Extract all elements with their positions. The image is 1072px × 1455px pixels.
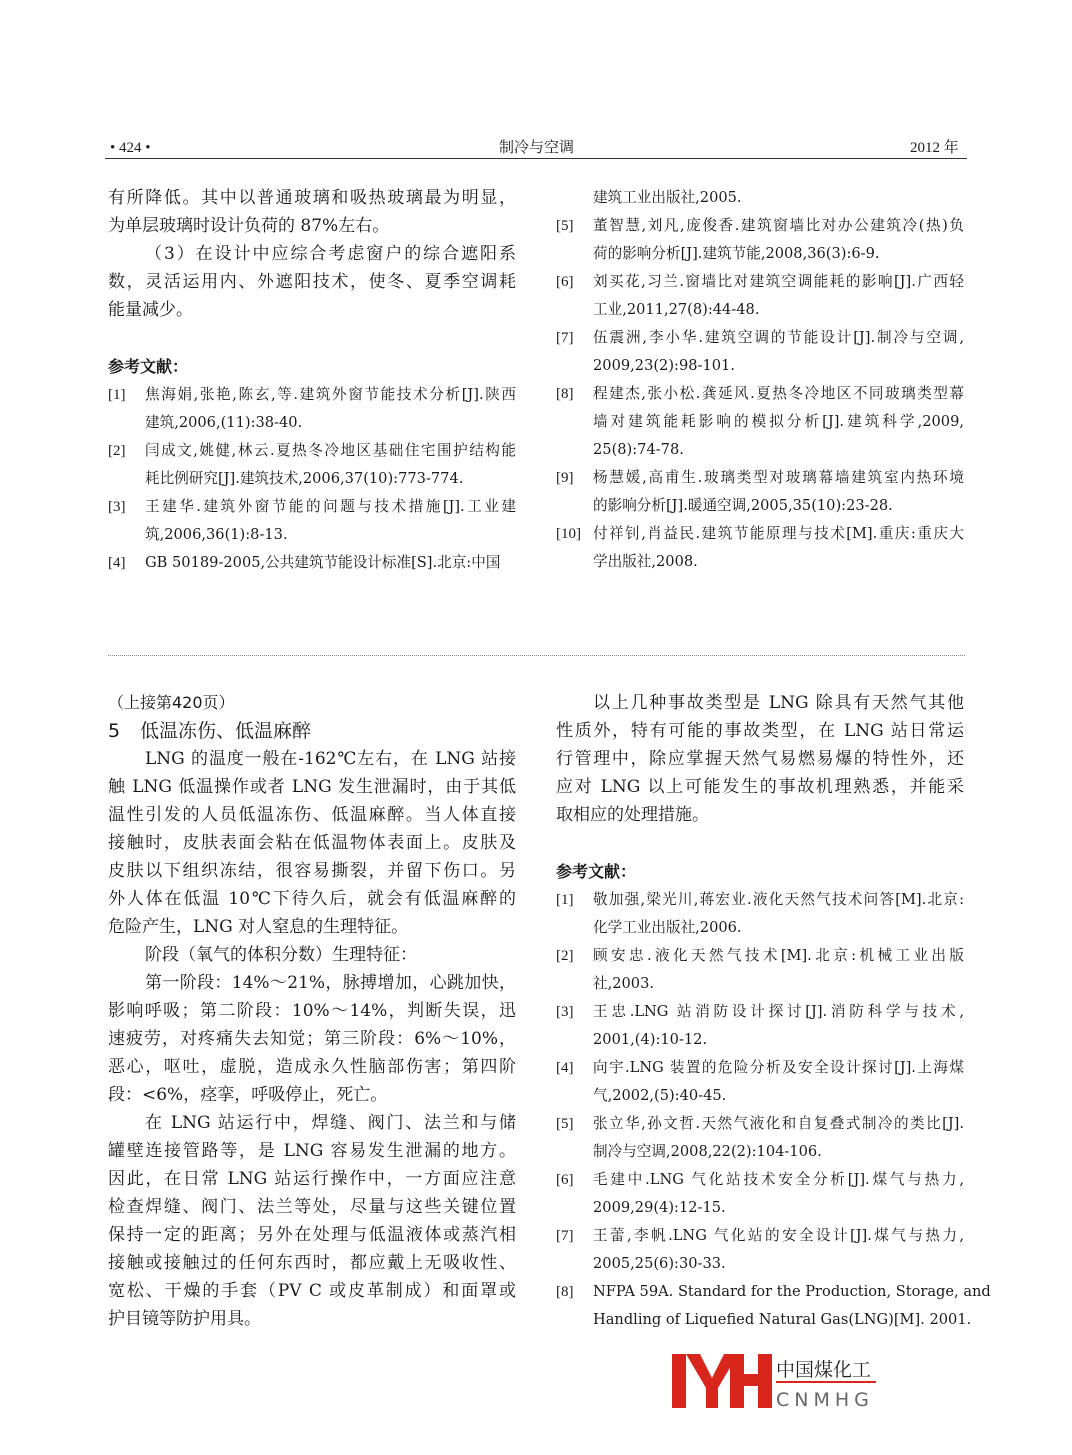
reference-line: 2009,23(2):98-101. bbox=[593, 357, 735, 374]
text-line: 以上几种事故类型是 LNG 除具有天然气其他 bbox=[593, 693, 964, 713]
text-line: 外人体在低温 10℃下待久后，就会有低温麻醉的 bbox=[108, 889, 516, 909]
reference-number: [8] bbox=[556, 1284, 574, 1300]
text-line: LNG 的温度一般在-162℃左右，在 LNG 站接 bbox=[145, 749, 516, 769]
reference-number: [4] bbox=[556, 1060, 574, 1076]
page-number: • 424 • bbox=[110, 140, 151, 156]
reference-item bbox=[108, 437, 516, 493]
paragraph bbox=[556, 689, 964, 829]
reference-item bbox=[556, 1054, 964, 1110]
reference-line: 顾安忠.液化天然气技术[M].北京:机械工业出版 bbox=[593, 947, 964, 964]
text-line: 阶段（氧气的体积分数）生理特征： bbox=[145, 945, 417, 965]
reference-line: 毛建中.LNG 气化站技术安全分析[J].煤气与热力, bbox=[593, 1171, 964, 1188]
reference-number: [10] bbox=[556, 526, 581, 542]
reference-line: 王蕾,李帆.LNG 气化站的安全设计[J].煤气与热力, bbox=[593, 1227, 964, 1244]
article-separator bbox=[108, 655, 965, 656]
paragraph bbox=[108, 184, 516, 240]
bottom-left-column bbox=[108, 689, 516, 1333]
reference-line: 25(8):74-78. bbox=[593, 441, 684, 458]
reference-line: 社,2003. bbox=[593, 975, 655, 992]
text-line: 因此，在日常 LNG 站运行操作中，一方面应注意 bbox=[108, 1169, 516, 1189]
spacer bbox=[556, 829, 964, 858]
reference-line: 气,2002,(5):40-45. bbox=[593, 1087, 727, 1104]
top-right-column bbox=[556, 184, 964, 576]
reference-line: 制冷与空调,2008,22(2):104-106. bbox=[593, 1143, 822, 1160]
text-line: （3）在设计中应综合考虑窗户的综合遮阳系 bbox=[145, 244, 516, 264]
section-number: 5 bbox=[108, 720, 121, 742]
continued-note: （上接第420页） bbox=[108, 693, 235, 712]
text-line: 接触或接触过的任何东西时，都应戴上无吸收性、 bbox=[108, 1253, 516, 1273]
reference-number: [7] bbox=[556, 1228, 574, 1244]
text-line: 影响呼吸；第二阶段：10%～14%，判断失误，迅 bbox=[108, 1001, 516, 1021]
reference-line: 董智慧,刘凡,庞俊香.建筑窗墙比对办公建筑冷(热)负 bbox=[593, 217, 964, 234]
watermark-logo bbox=[668, 1350, 880, 1412]
reference-number: [5] bbox=[556, 1116, 574, 1132]
text-line: 应对 LNG 以上可能发生的事故机理熟悉，并能采 bbox=[556, 777, 964, 797]
reference-item bbox=[556, 1110, 964, 1166]
reference-item bbox=[556, 380, 964, 464]
text-line: 接触时，皮肤表面会粘在低温物体表面上。皮肤及 bbox=[108, 833, 516, 853]
reference-item bbox=[556, 998, 964, 1054]
reference-line: Handling of Liquefied Natural Gas(LNG)[M]. 2001. bbox=[593, 1311, 972, 1328]
text-line: 有所降低。其中以普通玻璃和吸热玻璃最为明显， bbox=[108, 188, 516, 208]
reference-line: 刘买花,习兰.窗墙比对建筑空调能耗的影响[J].广西轻 bbox=[593, 273, 964, 290]
reference-item bbox=[556, 942, 964, 998]
text-line: 为单层玻璃时设计负荷的 87%左右。 bbox=[108, 216, 390, 236]
watermark-cn: 中国煤化工 bbox=[776, 1359, 872, 1381]
text-line: 速疲劳，对疼痛失去知觉；第三阶段：6%～10%， bbox=[108, 1029, 516, 1049]
reference-item bbox=[556, 464, 964, 520]
reference-line: 化学工业出版社,2006. bbox=[593, 919, 742, 936]
reference-number: [7] bbox=[556, 330, 574, 346]
reference-number: [1] bbox=[108, 387, 126, 403]
journal-name: 制冷与空调 bbox=[499, 140, 575, 156]
references-heading: 参考文献： bbox=[108, 357, 189, 376]
reference-line: 的影响分析[J].暖通空调,2005,35(10):23-28. bbox=[593, 497, 893, 514]
text-line: 取相应的处理措施。 bbox=[556, 805, 709, 825]
reference-number: [2] bbox=[108, 443, 126, 459]
text-line: 温性引发的人员低温冻伤、低温麻醉。当人体直接 bbox=[108, 805, 516, 825]
top-left-column bbox=[108, 184, 516, 577]
reference-number: [2] bbox=[556, 948, 574, 964]
watermark-en: CNMHG bbox=[776, 1389, 874, 1411]
reference-item bbox=[556, 268, 964, 324]
reference-number: [3] bbox=[108, 499, 126, 515]
reference-number: [6] bbox=[556, 274, 574, 290]
reference-line: 付祥钊,肖益民.建筑节能原理与技术[M].重庆:重庆大 bbox=[593, 525, 964, 542]
reference-item bbox=[556, 212, 964, 268]
section-title: 低温冻伤、低温麻醉 bbox=[140, 720, 312, 742]
reference-item bbox=[108, 549, 516, 577]
text-line: 能量减少。 bbox=[108, 300, 193, 320]
spacer bbox=[108, 324, 516, 353]
reference-line: 伍震洲,李小华.建筑空调的节能设计[J].制冷与空调, bbox=[593, 329, 964, 346]
reference-item bbox=[556, 886, 964, 942]
reference-line: 焦海娟,张艳,陈玄,等.建筑外窗节能技术分析[J].陕西 bbox=[145, 386, 516, 403]
reference-line: 工业,2011,27(8):44-48. bbox=[593, 301, 760, 318]
reference-number: [1] bbox=[556, 892, 574, 908]
reference-line: 向宇.LNG 装置的危险分析及安全设计探讨[J].上海煤 bbox=[593, 1059, 964, 1076]
reference-item bbox=[556, 184, 964, 212]
reference-line: 王忠.LNG 站消防设计探讨[J].消防科学与技术, bbox=[593, 1003, 964, 1020]
text-line: 恶心，呕吐，虚脱，造成永久性脑部伤害；第四阶 bbox=[108, 1057, 516, 1077]
journal-year: 2012 年 bbox=[910, 140, 959, 156]
reference-item bbox=[556, 1222, 964, 1278]
reference-line: 2005,25(6):30-33. bbox=[593, 1255, 726, 1272]
reference-line: 学出版社,2008. bbox=[593, 553, 698, 570]
section-heading bbox=[108, 717, 516, 745]
reference-line: 2001,(4):10-12. bbox=[593, 1031, 708, 1048]
text-line: 护目镜等防护用具。 bbox=[108, 1309, 261, 1329]
reference-number: [9] bbox=[556, 470, 574, 486]
reference-item bbox=[556, 324, 964, 380]
reference-item bbox=[108, 493, 516, 549]
text-line: 段：<6%，痉挛，呼吸停止，死亡。 bbox=[108, 1085, 388, 1105]
text-line: 触 LNG 低温操作或者 LNG 发生泄漏时，由于其低 bbox=[108, 777, 516, 797]
paragraph bbox=[108, 240, 516, 324]
reference-number: [5] bbox=[556, 218, 574, 234]
text-line: 检查焊缝、阀门、法兰等处，尽量与这些关键位置 bbox=[108, 1197, 516, 1217]
text-line: 危险产生，LNG 对人窒息的生理特征。 bbox=[108, 917, 409, 937]
text-line: 罐壁连接管路等，是 LNG 容易发生泄漏的地方。 bbox=[108, 1141, 516, 1161]
reference-line: 杨慧媛,高甫生.玻璃类型对玻璃幕墙建筑室内热环境 bbox=[593, 469, 964, 486]
reference-line: 王建华.建筑外窗节能的问题与技术措施[J].工业建 bbox=[145, 498, 516, 515]
reference-number: [3] bbox=[556, 1004, 574, 1020]
text-line: 数，灵活运用内、外遮阳技术，使冬、夏季空调耗 bbox=[108, 272, 516, 292]
reference-line: 建筑工业出版社,2005. bbox=[593, 189, 742, 206]
reference-item bbox=[556, 1278, 991, 1334]
text-line: 保持一定的距离；另外在处理与低温液体或蒸汽相 bbox=[108, 1225, 516, 1245]
paragraph bbox=[108, 1109, 516, 1333]
text-line: 第一阶段：14%～21%，脉搏增加，心跳加快， bbox=[145, 973, 516, 993]
reference-line: NFPA 59A. Standard for the Production, Storage, and bbox=[593, 1283, 991, 1300]
reference-line: 墙对建筑能耗影响的模拟分析[J].建筑科学,2009, bbox=[593, 413, 964, 430]
reference-line: 耗比例研究[J].建筑技术,2006,37(10):773-774. bbox=[145, 470, 464, 487]
reference-line: 2009,29(4):12-15. bbox=[593, 1199, 726, 1216]
reference-item bbox=[108, 381, 516, 437]
reference-item bbox=[556, 1166, 964, 1222]
paragraph bbox=[108, 969, 516, 1109]
reference-line: 闫成文,姚健,林云.夏热冬冷地区基础住宅围护结构能 bbox=[145, 442, 516, 459]
bottom-right-column bbox=[556, 689, 991, 1334]
reference-number: [8] bbox=[556, 386, 574, 402]
reference-number: [4] bbox=[108, 555, 126, 571]
reference-line: 张立华,孙文哲.天然气液化和自复叠式制冷的类比[J]. bbox=[593, 1115, 964, 1132]
header-rule bbox=[105, 158, 967, 159]
text-line: 皮肤以下组织冻结，很容易撕裂，并留下伤口。另 bbox=[108, 861, 516, 881]
reference-number: [6] bbox=[556, 1172, 574, 1188]
reference-line: 敬加强,梁光川,蒋宏业.液化天然气技术问答[M].北京: bbox=[593, 891, 964, 908]
text-line: 性质外，特有可能的事故类型，在 LNG 站日常运 bbox=[556, 721, 964, 741]
reference-line: 荷的影响分析[J].建筑节能,2008,36(3):6-9. bbox=[593, 245, 880, 262]
text-line: 宽松、干燥的手套（PV C 或皮革制成）和面罩或 bbox=[108, 1281, 516, 1301]
paragraph bbox=[108, 941, 516, 969]
paragraph bbox=[108, 745, 516, 941]
reference-line: 程建杰,张小松.龚延风.夏热冬冷地区不同玻璃类型幕 bbox=[593, 385, 964, 402]
references-heading: 参考文献： bbox=[556, 862, 637, 881]
text-line: 行管理中，除应掌握天然气易燃易爆的特性外，还 bbox=[556, 749, 964, 769]
text-line: 在 LNG 站运行中，焊缝、阀门、法兰和与储 bbox=[145, 1113, 516, 1133]
reference-line: 建筑,2006,(11):38-40. bbox=[145, 414, 303, 431]
reference-line: 筑,2006,36(1):8-13. bbox=[145, 526, 288, 543]
reference-item bbox=[556, 520, 964, 576]
reference-line: GB 50189-2005,公共建筑节能设计标准[S].北京:中国 bbox=[145, 554, 501, 571]
